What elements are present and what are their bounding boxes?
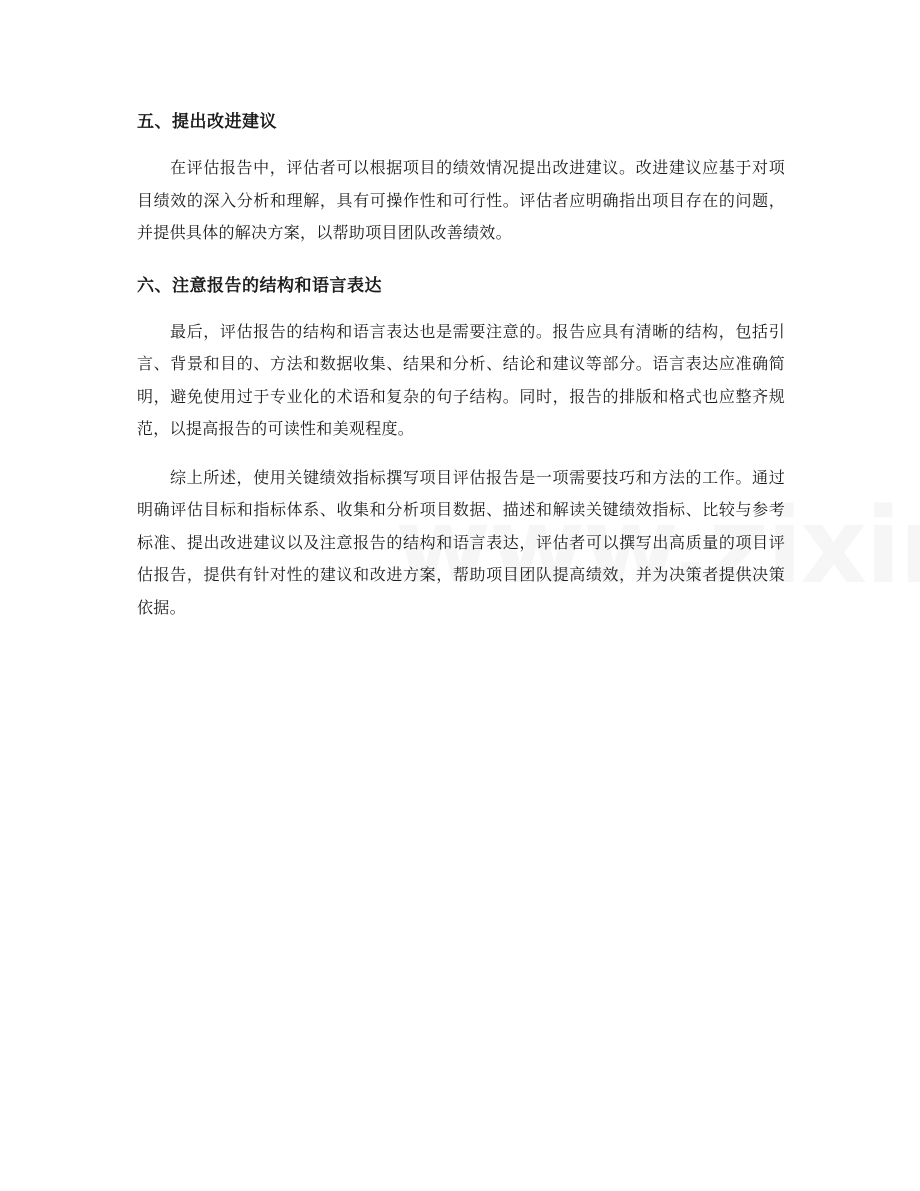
section-5-paragraph-1: 在评估报告中，评估者可以根据项目的绩效情况提出改进建议。改进建议应基于对项目绩效的深入分析和理解，具有可操作性和可行性。评估者应明确指出项目存在的问题，并提供具体的解决方案，以帮助项目团队改善绩效。 <box>137 158 785 242</box>
section-6-paragraph-1: 最后，评估报告的结构和语言表达也是需要注意的。报告应具有清晰的结构，包括引言、背景和目的、方法和数据收集、结果和分析、结论和建议等部分。语言表达应准确简明，避免使用过于专业化的术语和复杂的句子结构。同时，报告的排版和格式也应整齐规范，以提高报告的可读性和美观程度。 <box>137 321 785 438</box>
document-body <box>137 104 785 640</box>
section-heading-5: 五、提出改进建议 <box>137 112 277 132</box>
conclusion-paragraph: 综上所述，使用关键绩效指标撰写项目评估报告是一项需要技巧和方法的工作。通过明确评估目标和指标体系、收集和分析项目数据、描述和解读关键绩效指标、比较与参考标准、提出改进建议以及注意报告的结构和语言表达，评估者可以撰写出高质量的项目评估报告，提供有针对性的建议和改进方案，帮助项目团队提高绩效，并为决策者提供决策依据。 <box>137 467 785 617</box>
section-heading-6: 六、注意报告的结构和语言表达 <box>137 275 382 296</box>
